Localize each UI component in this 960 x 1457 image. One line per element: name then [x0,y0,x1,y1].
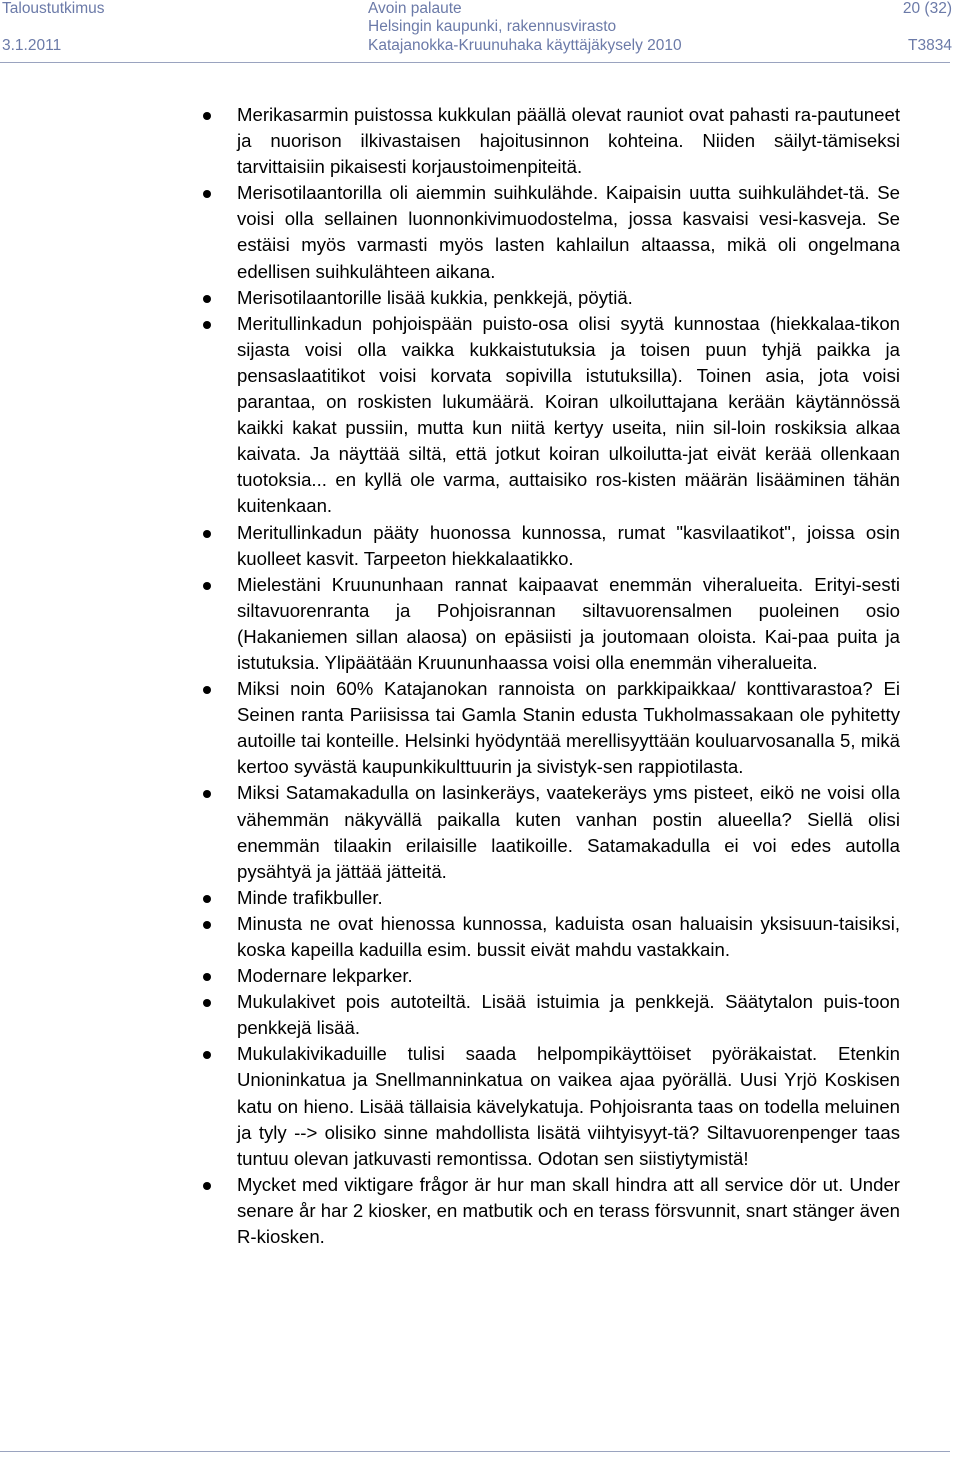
bullet-icon [203,582,211,590]
response-text: Merisotilaantorille lisää kukkia, penkkejä, pöytiä. [237,286,633,308]
bullet-icon [203,921,211,929]
response-text: Minde trafikbuller. [237,886,383,908]
bullet-icon [203,295,211,303]
bullet-icon [203,321,211,329]
list-item [0,989,900,1041]
list-item [0,285,900,311]
response-text: Merisotilaantorilla oli aiemmin suihkulähde. Kaipaisin uutta suihkulähdet-tä. Se voisi olla sellainen luonnonkivimuodostelma, jossa kasvaisi vesi-kasveja. Se estäisi myös varmasti myös lasten kahlailun altaassa, mikä oli ongelmana edellisen suihkulähteen aikana. [237,182,900,282]
list-item [0,885,900,911]
project-code: T3834 [908,37,952,54]
bullet-icon [203,1051,211,1059]
page-number: 20 (32) [902,0,952,17]
header-divider [0,62,950,63]
company-name: Taloustutkimus [2,0,105,17]
bullet-icon [203,686,211,694]
bullet-icon [203,973,211,981]
response-list [0,102,960,1250]
response-text: Meritullinkadun pohjoispään puisto-osa olisi syytä kunnostaa (hiekkalaa-tikon sijasta voisi olla vaikka kukkaistutuksia ja toisen puun tyhjä paikka ja pensaslaatitikot voisi korvata sopivilla istutuksilla). Toinen asia, jota voisi parantaa, on roskisten lukumäärä. Koiran ulkoiluttajana kerään käytännössä kaikki kakat pussiin, mutta kun niitä kertyy useita, niin sil-loin roskiksia alkaa kaivata. Ja näyttää siltä, että jotkut koiran ulkoilutta-jat eivät kerää ollenkaan tuotoksia... en kyllä ole varma, auttaisiko ros-kisten määrän lisääminen tähän kuitenkaan. [237,312,900,517]
response-text: Minusta ne ovat hienossa kunnossa, kaduista osan haluaisin yksisuun-taisiksi, koska kapeilla kaduilla esim. bussit eivät mahdu vastakkain. [237,912,900,960]
list-item [0,911,900,963]
client-name: Helsingin kaupunki, rakennusvirasto [368,18,617,35]
bullet-icon [203,999,211,1007]
list-item [0,180,900,284]
bullet-icon [203,530,211,538]
response-text: Meritullinkadun pääty huonossa kunnossa, rumat "kasvilaatikot", joissa osin kuolleet kasvit. Tarpeeton hiekkalaatikko. [237,521,900,569]
list-item [0,1172,900,1250]
list-item [0,1041,900,1171]
response-text: Merikasarmin puistossa kukkulan päällä olevat rauniot ovat pahasti ra-pautuneet ja nuorison ilkivastaisen hajoitusinnon kohteina. Niiden säilyt-tämiseksi tarvittaisiin pikaisesti korjaustoimenpiteitä. [237,104,900,178]
bullet-icon [203,895,211,903]
response-text: Mielestäni Kruununhaan rannat kaipaavat enemmän viheralueita. Erityi-sesti siltavuorenranta ja Pohjoisrannan siltavuorensalmen puoleinen osio (Hakaniemen sillan alaosa) on epäsiisti ja joutomaan oloista. Kai-paa puita ja istutuksia. Ylipäätään Kruununhaassa voisi olla enemmän viheralueita. [237,573,900,673]
list-item [0,780,900,884]
bullet-icon [203,190,211,198]
section-title: Avoin palaute [368,0,462,17]
list-item [0,676,900,780]
list-item [0,963,900,989]
list-item [0,311,900,520]
report-date: 3.1.2011 [2,37,62,54]
response-text: Miksi noin 60% Katajanokan rannoista on parkkipaikkaa/ konttivarastoa? Ei Seinen ranta Pariisissa tai Gamla Stanin edusta Tukholmassakaan ole pyhitetty autoille tai konteille. Helsinki hyödyntää merellisyyttään kouluarvosanalla 5, mikä kertoo syvästä kaupunkikulttuurin ja sivistyk-sen rappiotilasta. [237,678,900,778]
response-text: Modernare lekparker. [237,965,413,987]
footer-divider [0,1451,950,1452]
bullet-icon [203,790,211,798]
response-text: Miksi Satamakadulla on lasinkeräys, vaatekeräys yms pisteet, eikö ne voisi olla vähemmän näkyvällä paikalla kuten vanhan postin alueella? Siellä olisi enemmän tilaakin erilaisille laatikoille. Satamakadulla ei voi edes autolla pysähtyä ja jättää jätteitä. [237,782,900,882]
bullet-icon [203,1182,211,1190]
response-text: Mukulakivet pois autoteiltä. Lisää istuimia ja penkkejä. Säätytalon puis-toon penkkejä lisää. [237,991,900,1039]
document-body [0,102,960,1250]
response-text: Mycket med viktigare frågor är hur man skall hindra att all service dör ut. Under senare år har 2 kiosker, en matbutik och en terass försvunnit, snart stänger även R-kiosken. [237,1173,900,1248]
page-header [0,0,960,62]
survey-name: Katajanokka-Kruunuhaka käyttäjäkysely 2010 [368,37,682,54]
list-item [0,572,900,676]
response-text: Mukulakivikaduille tulisi saada helpompikäyttöiset pyöräkaistat. Etenkin Unioninkatua ja Snellmanninkatua on vaikea ajaa pyörällä. Uusi Yrjö Koskisen katu on hieno. Lisää tällaisia kävelykatuja. Pohjoisranta taas on todella meluinen ja tyly --> olisiko sinne mahdollista lisätä viihtyisyyt-tä? Siltavuorenpenger taas tuntuu olevan jatkuvasti remontissa. Odotan sen siistiytymistä! [237,1043,900,1169]
list-item [0,520,900,572]
list-item [0,102,900,180]
bullet-icon [203,112,211,120]
